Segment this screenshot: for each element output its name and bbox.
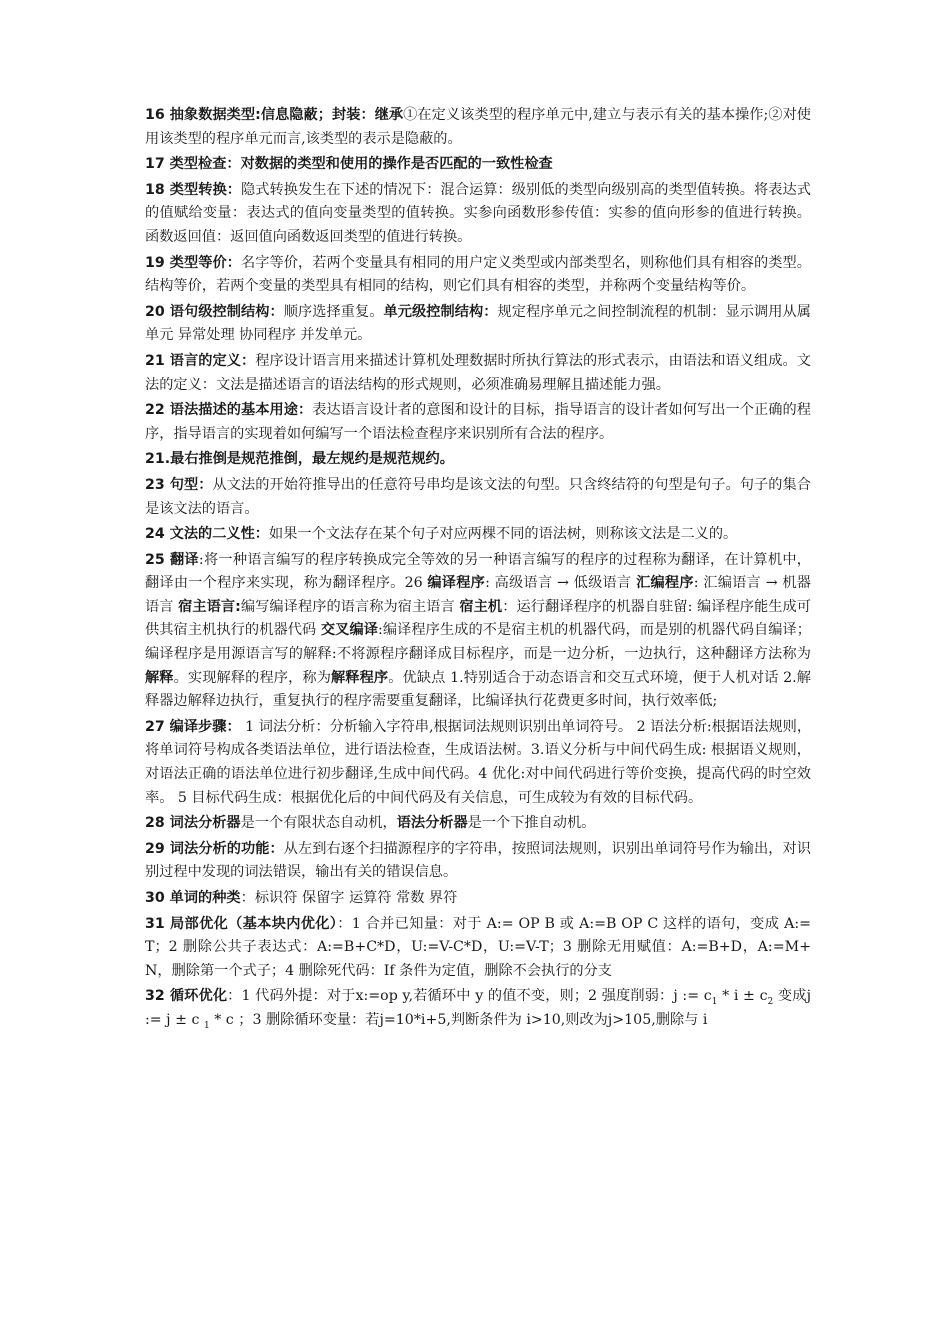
- p32-text-4: * c ；3 删除循环变量：若j=10*i+5,判断条件为 i>10,则改为j>105,删除与 i: [209, 1011, 708, 1028]
- bold-term: 18 类型转换：: [145, 181, 242, 198]
- p32-sub-2: 2: [767, 997, 774, 1008]
- bold-term: 解释程序: [331, 669, 389, 686]
- text-run: 1 词法分析：分析输入字符串,根据词法规则识别出单词符号。 2 语法分析:根据语法规则，将单词符号构成各类语法单位，进行语法检查，生成语法树。3.语义分析与中间代码生成: 根据语义规则，对语法正确的语法单位进行初步翻译,生成中间代码。4 优化:对中间代码进行等价变换，提高代码的时空效率。 5 目标代码生成：根据优化后的中间代码及有关信息，可生成较为有效的目标代码。: [145, 718, 812, 806]
- paragraph-p21: [145, 350, 811, 397]
- text-run: :将一种语言编写的程序转换成完全等效的另一种语言编写的程序的过程称为翻译，在计算机中，翻译由一个程序来实现，称为翻译程序。26: [145, 551, 811, 592]
- bold-term: 19 类型等价：: [145, 254, 242, 271]
- paragraph-p23: [145, 474, 811, 521]
- p32-text-1: ：1 代码外提：对于x:=op y,若循环中 y 的值不变，则；2 强度削弱：j := c: [227, 988, 712, 1005]
- text-run: 。实现解释的程序，称为: [173, 669, 331, 686]
- text-run: 是一个下推自动机。: [467, 815, 596, 832]
- paragraph-p21b: [145, 448, 811, 472]
- text-run: :编译程序生成的不是宿主机的机器代码，而是别的机器代码自编译；编译程序是用源语言写的解释:不将源程序翻译成目标程序，而是一边分析，一边执行，这种翻译方法称为: [145, 622, 811, 663]
- bold-term: 21.最右推倒是规范推倒，最左规约是规范规约。: [145, 451, 454, 468]
- p32-sub-3: 1: [203, 1020, 210, 1031]
- text-run: ：标识符 保留字 运算符 常数 界符: [240, 890, 458, 906]
- text-run: 从左到右逐个扫描源程序的字符串，按照词法规则，识别出单词符号作为输出，对识别过程中发现的词法错误，输出有关的错误信息。: [145, 840, 811, 881]
- bold-term: 单元级控制结构：: [383, 303, 498, 320]
- text-run: 程序设计语言用来描述计算机处理数据时所执行算法的形式表示，由语法和语义组成。文法的定义：文法是描述语言的语法结构的形式规则，必须准确易理解且描述能力强。: [145, 352, 811, 393]
- paragraph-p18: [145, 179, 811, 250]
- text-run: : 高级语言 → 低级语言: [485, 575, 637, 592]
- bold-term: 语法分析器: [396, 815, 468, 832]
- bold-term: 29 词法分析的功能：: [145, 840, 284, 857]
- bold-term: 宿主语言:: [178, 598, 241, 615]
- bold-term: 20 语句级控制结构：: [145, 303, 284, 320]
- paragraph-p29: [145, 838, 811, 885]
- paragraph-p16: [145, 104, 811, 151]
- text-run: 编写编译程序的语言称为宿主语言: [240, 598, 460, 615]
- document-page: [145, 104, 811, 1035]
- bold-term: 解释: [145, 669, 174, 686]
- paragraph-p17: [145, 153, 811, 177]
- paragraph-p25: [145, 549, 811, 714]
- paragraph-p30: [145, 887, 811, 911]
- bold-term: :信息隐蔽；封装：继承: [255, 107, 404, 123]
- text-run: ：1 合并已知量：对于 A:= OP B 或 A:=B OP C 这样的语句，变成 A:=T；2 删除公共子表达式：A:=B+C*D，U:=V-C*D，U:=V-T；3 删除无用赋值：A:=B+D，A:=M+N，删除第一个式子；4 删除死代码：If 条件为定值，删除不会执行的分支: [145, 915, 811, 979]
- paragraph-p20: [145, 301, 811, 348]
- text-run: : 汇编语言 → 机器语言: [145, 575, 811, 615]
- bold-term: 27 编译步骤：: [145, 718, 241, 735]
- text-run: 隐式转换发生在下述的情况下：混合运算：级别低的类型向级别高的类型值转换。将表达式的值赋给变量：表达式的值向变量类型的值转换。实参向函数形参传值：实参的值向形参的值进行转换。函数返回值：返回值向函数返回类型的值进行转换。: [145, 181, 811, 245]
- text-run: 名字等价，若两个变量具有相同的用户定义类型或内部类型名，则称他们具有相容的类型。结构等价，若两个变量的类型具有相同的结构，则它们具有相容的类型，并称两个变量结构等价。: [145, 254, 811, 295]
- bold-term: 23 句型：: [145, 476, 213, 493]
- paragraph-p31: [145, 913, 811, 984]
- text-run: 如果一个文法存在某个句子对应两棵不同的语法树，则称该文法是二义的。: [269, 526, 738, 543]
- paragraph-32: [145, 985, 811, 1032]
- bold-term: 22 语法描述的基本用途：: [145, 402, 313, 419]
- bold-term: 28 词法分析器: [145, 815, 241, 832]
- p32-sub-1: 1: [711, 997, 718, 1008]
- bold-term: 25 翻译: [145, 551, 199, 568]
- bold-term: 编译程序: [427, 575, 486, 592]
- bold-term: 30 单词的种类: [145, 890, 241, 906]
- p32-text-3: 变成j := j ± c: [145, 988, 811, 1028]
- bold-term: 17 类型检查：对数据的类型和使用的操作是否匹配的一致性检查: [145, 156, 553, 173]
- text-run: 是一个有限状态自动机，: [240, 815, 397, 832]
- paragraph-p22: [145, 399, 811, 446]
- bold-term: 21 语言的定义：: [145, 352, 256, 369]
- bold-term: 汇编程序: [636, 575, 694, 592]
- text-run: 。优缺点 1.特别适合于动态语言和交互式环境，便于人机对话 2.解释器边解释边执行，重复执行的程序需要重复翻译，比编译执行花费更多时间，执行效率低;: [145, 669, 811, 710]
- paragraph-p28: [145, 812, 811, 836]
- text-run: 表达语言设计者的意图和设计的目标，指导语言的设计者如何写出一个正确的程序，指导语言的实现着如何编写一个语法检查程序来识别所有合法的程序。: [145, 402, 811, 442]
- bold-term: 31 局部优化（基本块内优化）: [145, 915, 338, 932]
- bold-term: 24 文法的二义性：: [145, 526, 269, 543]
- text-run: 从文法的开始符推导出的任意符号串均是该文法的句型。只含终结符的句型是句子。句子的集合是该文法的语言。: [145, 476, 811, 517]
- paragraph-p19: [145, 252, 811, 299]
- text-run: ①在定义该类型的程序单元中,建立与表示有关的基本操作;②对使用该类型的程序单元而言,该类型的表示是隐蔽的。: [145, 107, 811, 147]
- p32-text-2: * i ± c: [717, 988, 768, 1005]
- text-run: 规定程序单元之间控制流程的机制：显示调用从属单元 异常处理 协同程序 并发单元。: [145, 303, 811, 344]
- bold-term: 宿主机: [459, 598, 503, 615]
- paragraph-p27: [145, 716, 811, 810]
- text-run: ：运行翻译程序的机器自驻留: 编译程序能生成可供其宿主机执行的机器代码: [145, 598, 811, 639]
- text-run: 顺序选择重复。: [283, 303, 384, 320]
- bold-term: 交叉编译: [320, 622, 378, 639]
- bold-term: 16 抽象数据类型: [145, 107, 256, 123]
- paragraph-32-heading: 32 循环优化: [145, 988, 228, 1005]
- paragraph-p24: [145, 523, 811, 547]
